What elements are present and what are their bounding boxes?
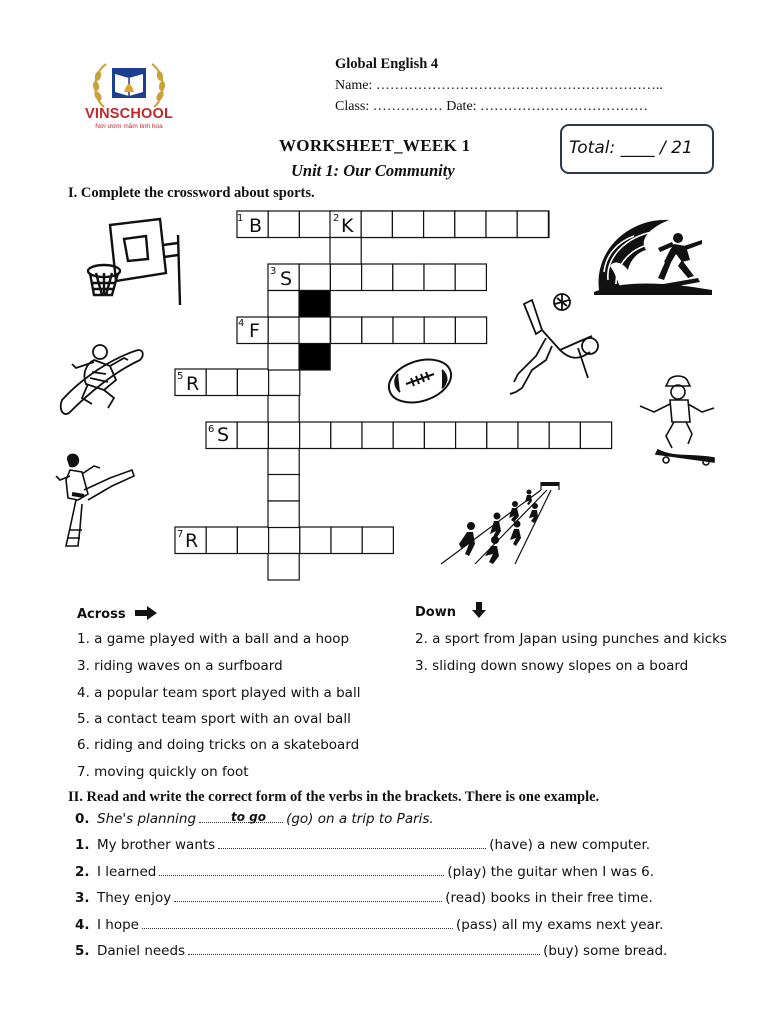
crossword-cell[interactable] xyxy=(268,554,299,581)
crossword-cell[interactable] xyxy=(237,422,268,449)
crossword-cell[interactable] xyxy=(517,211,548,238)
question-after: (pass) all my exams next year. xyxy=(455,917,664,933)
example-answer: to go xyxy=(231,810,266,824)
crossword-cell[interactable] xyxy=(393,264,424,291)
across-clue-4: 4. a popular team sport played with a ball xyxy=(77,685,361,701)
crossword-cell[interactable] xyxy=(268,317,299,344)
basketball-hoop-picture xyxy=(84,215,184,310)
question-5 xyxy=(75,943,667,959)
answer-blank-5[interactable] xyxy=(188,944,540,955)
crossword-black-cell xyxy=(299,291,330,318)
example-blank xyxy=(199,812,283,823)
crossword-cell[interactable] xyxy=(268,422,299,449)
crossword-black-cell xyxy=(299,344,330,371)
question-number: 1. xyxy=(75,837,90,853)
crossword-cell[interactable] xyxy=(424,317,455,344)
question-before: I hope xyxy=(97,917,139,933)
crossword-cell[interactable] xyxy=(299,211,330,238)
crossword-cell[interactable] xyxy=(455,264,486,291)
answer-blank-4[interactable] xyxy=(142,918,453,929)
answer-blank-2[interactable] xyxy=(159,865,444,876)
question-number: 0. xyxy=(75,811,90,827)
hint-letter-4: F xyxy=(249,320,260,342)
crossword-cell[interactable] xyxy=(331,527,362,554)
unit-title: Unit 1: Our Community xyxy=(291,161,455,180)
question-number: 5. xyxy=(75,943,90,959)
crossword-cell[interactable] xyxy=(487,422,518,449)
crossword-cell[interactable] xyxy=(456,422,487,449)
question-before: I learned xyxy=(97,864,157,880)
clue-number-2: 2 xyxy=(333,213,340,224)
crossword-cell[interactable] xyxy=(268,501,299,528)
hint-letter-6: S xyxy=(217,424,230,446)
rugby-ball-picture xyxy=(384,354,456,408)
question-after: (play) the guitar when I was 6. xyxy=(447,864,655,880)
crossword-cell[interactable] xyxy=(362,264,393,291)
worksheet-title: WORKSHEET_WEEK 1 xyxy=(279,136,471,155)
clue-number-4: 4 xyxy=(238,318,245,329)
arrow-right-icon xyxy=(134,605,158,621)
crossword-cell[interactable] xyxy=(361,211,392,238)
clue-number-7: 7 xyxy=(177,529,184,540)
across-clue-5: 5. a contact team sport with an oval ball xyxy=(77,711,351,727)
crossword-cell[interactable] xyxy=(206,527,237,554)
crossword-cell[interactable] xyxy=(455,211,486,238)
question-after: (read) books in their free time. xyxy=(445,890,653,906)
clue-number-3: 3 xyxy=(270,266,277,277)
clue-number-5: 5 xyxy=(177,371,184,382)
crossword-cell[interactable] xyxy=(518,422,549,449)
section-1-title: I. Complete the crossword about sports. xyxy=(68,185,315,201)
hint-letter-7: R xyxy=(185,530,199,552)
crossword-cell[interactable] xyxy=(392,211,423,238)
logo-wordmark: VINSCHOOL xyxy=(85,106,173,122)
down-clue-3: 3. sliding down snowy slopes on a board xyxy=(415,658,689,674)
answer-blank-3[interactable] xyxy=(174,891,442,902)
skateboarding-picture xyxy=(632,372,722,467)
clue-number-1: 1 xyxy=(237,213,244,224)
surfing-picture xyxy=(594,210,714,295)
crossword-cell[interactable] xyxy=(237,527,268,554)
question-before: They enjoy xyxy=(97,890,172,906)
crossword-cell[interactable] xyxy=(486,211,517,238)
crossword-cell[interactable] xyxy=(268,344,299,371)
crossword-cell[interactable] xyxy=(268,449,299,476)
crossword-cell[interactable] xyxy=(393,317,424,344)
crossword-cell[interactable] xyxy=(424,264,455,291)
snowboarding-picture xyxy=(52,338,152,433)
crossword-cell[interactable] xyxy=(331,317,362,344)
crossword-cell[interactable] xyxy=(299,317,330,344)
crossword-cell[interactable] xyxy=(362,422,393,449)
across-heading: Across xyxy=(77,605,158,622)
question-number: 3. xyxy=(75,890,90,906)
question-after: (have) a new computer. xyxy=(489,837,651,853)
crossword-cell[interactable] xyxy=(268,396,299,423)
question-1 xyxy=(75,837,650,853)
across-clue-1: 1. a game played with a ball and a hoop xyxy=(77,631,350,647)
crossword-cell[interactable] xyxy=(362,317,393,344)
arrow-down-icon xyxy=(471,601,487,619)
crossword-cell[interactable] xyxy=(330,264,361,291)
crossword-cell[interactable] xyxy=(268,291,299,318)
hint-letter-3: S xyxy=(280,268,293,290)
question-number: 2. xyxy=(75,864,90,880)
section-2-title: II. Read and write the correct form of the verbs in the brackets. There is one example. xyxy=(68,789,600,805)
hint-letter-2: K xyxy=(341,215,354,237)
crossword-cell[interactable] xyxy=(330,238,361,265)
crossword-cell[interactable] xyxy=(269,369,300,396)
crossword-cell[interactable] xyxy=(424,422,455,449)
answer-blank-1[interactable] xyxy=(218,838,486,849)
down-heading: Down xyxy=(415,601,487,620)
question-4 xyxy=(75,917,663,933)
across-clue-3: 3. riding waves on a surfboard xyxy=(77,658,283,674)
crossword-cell[interactable] xyxy=(393,422,424,449)
clue-number-6: 6 xyxy=(208,424,215,435)
crossword-cell[interactable] xyxy=(269,527,300,554)
logo-slogan: Nơi ươm mầm tinh hoa xyxy=(95,123,163,130)
hint-letter-1: B xyxy=(249,215,263,237)
across-clue-6: 6. riding and doing tricks on a skateboard xyxy=(77,737,360,753)
crossword-cell[interactable] xyxy=(331,422,362,449)
crossword-cell[interactable] xyxy=(299,264,330,291)
soccer-bicycle-kick-picture xyxy=(502,290,602,400)
question-before: Daniel needs xyxy=(97,943,186,959)
class-date-field[interactable]: Class: …………… Date: ……………………………… xyxy=(335,99,649,114)
crossword-cell[interactable] xyxy=(237,369,268,396)
crossword-cell[interactable] xyxy=(424,211,455,238)
crossword-cell[interactable] xyxy=(206,369,237,396)
question-3 xyxy=(75,890,653,906)
crossword-cell[interactable] xyxy=(300,422,331,449)
total-score-text[interactable]: Total: ____ / 21 xyxy=(569,138,693,158)
crossword-cell[interactable] xyxy=(268,475,299,502)
example-after: (go) on a trip to Paris. xyxy=(286,811,434,827)
crossword-cell[interactable] xyxy=(268,211,299,238)
karate-kick-picture xyxy=(48,450,138,555)
hint-letter-5: R xyxy=(186,373,200,395)
question-number: 4. xyxy=(75,917,90,933)
across-clue-7: 7. moving quickly on foot xyxy=(77,764,249,780)
name-field[interactable]: Name: …………………………………………………….. xyxy=(335,78,663,93)
question-before: My brother wants xyxy=(97,837,216,853)
question-2 xyxy=(75,864,654,880)
crossword-cell[interactable] xyxy=(549,422,580,449)
question-after: (buy) some bread. xyxy=(543,943,668,959)
example-before: She's planning xyxy=(97,811,197,827)
down-clue-2: 2. a sport from Japan using punches and kicks xyxy=(415,631,727,647)
course-title: Global English 4 xyxy=(335,56,439,72)
crossword-cell[interactable] xyxy=(580,422,611,449)
example-sentence xyxy=(75,811,434,827)
crossword-cell[interactable] xyxy=(300,527,331,554)
crossword-cell[interactable] xyxy=(455,317,486,344)
crossword-cell[interactable] xyxy=(362,527,393,554)
running-race-picture xyxy=(435,476,575,566)
